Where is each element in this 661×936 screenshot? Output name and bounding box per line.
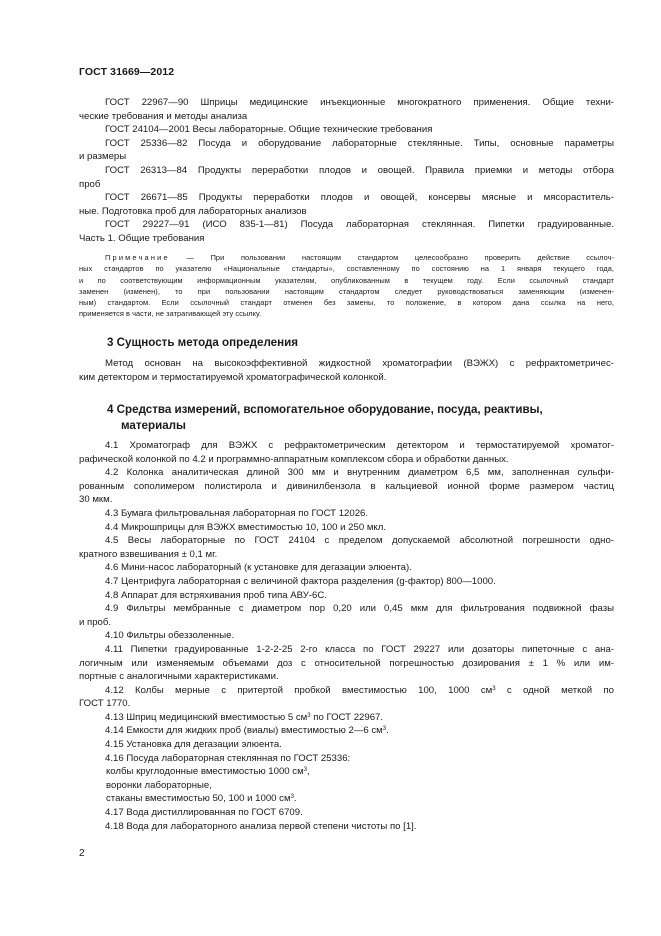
ref-line: ГОСТ 26671—85 Продукты переработки плодов и овощей, консервы мясные и мясораститель- <box>105 192 614 204</box>
item-line: 4.10 Фильтры обеззоленные. <box>105 630 235 642</box>
item-line: рафической колонкой по 4.2 и программно-аппаратным комплексом сбора и обработки данных. <box>79 453 509 465</box>
item-line: 4.6 Мини-насос лабораторный (к установке для дегазации элюента). <box>105 562 412 574</box>
references-list <box>79 96 614 246</box>
note-line: ных стандартов по указателю «Национальные стандарты», составленному по состоянию на 1 января текущего года, <box>79 264 614 274</box>
item-line: 4.9 Фильтры мембранные с диаметром пор 0,20 или 0,45 мкм для фильтрования подвижной фазы <box>105 603 614 615</box>
item-line: кратного взвешивания ± 0,1 мг. <box>79 548 218 560</box>
item-line: 4.11 Пипетки градуированные 1-2-2-25 2-го класса по ГОСТ 29227 или дозаторы пипеточные с ана- <box>105 643 614 655</box>
item-line: 4.4 Микрошприцы для ВЭЖХ вместимостью 10, 100 и 250 мкл. <box>105 521 387 533</box>
ref-line: ческие требования и методы анализа <box>79 110 248 122</box>
note-line: заменен (изменен), то при пользовании настоящим стандартом следует руководствоваться заменяющим (изменен- <box>79 286 614 296</box>
item-line: 4.7 Центрифуга лабораторная с величиной фактора разделения (g-фактор) 800—1000. <box>105 575 496 587</box>
item-line: 4.3 Бумага фильтровальная лабораторная по ГОСТ 12026. <box>105 507 369 519</box>
item-line: и проб. <box>79 616 112 628</box>
item-line: рованным сополимером полистирола и дивинилбензола в кальциевой ионной форме размером частиц <box>79 480 614 492</box>
ref-line: и размеры <box>79 151 127 163</box>
item-line: 30 мкм. <box>79 494 113 506</box>
item-line: 4.1 Хроматограф для ВЭЖХ с рефрактометрическим детектором и термостатируемой хроматог- <box>105 440 614 451</box>
note-label: Примечание <box>105 253 170 262</box>
item-line: 4.15 Установка для дегазации элюента. <box>105 739 282 751</box>
note-line: применяется в части, не затрагивающей эту ссылку. <box>79 309 262 319</box>
sub-item-line: колбы круглодонные вместимостью 1000 $см^3$, <box>106 766 310 778</box>
ref-line: ГОСТ 24104—2001 Весы лабораторные. Общие технические требования <box>105 124 433 136</box>
item-line: 4.13 Шприц медицинский вместимостью 5 $см^3$ по ГОСТ 22967. <box>105 711 384 723</box>
section-4-heading: 4 Средства измерений, вспомогательное оборудование, посуда, реактивы, материалы <box>107 403 543 432</box>
item-line: 4.12 Колбы мерные с притертой пробкой вместимостью 100, 1000 $см^3$ с одной меткой по <box>105 684 614 696</box>
section-3-body <box>79 357 614 384</box>
section-4-items <box>79 439 614 833</box>
note-line: и по соответствующим информационным указателям, опубликованным в текущем году. Если ссылочный стандарт <box>79 275 614 285</box>
ref-line: проб <box>79 178 101 190</box>
item-line: логичным или изменяемым объемами доз с относительной погрешностью дозирования ± 1 % или им- <box>79 657 614 669</box>
ref-line: ГОСТ 26313—84 Продукты переработки плодов и овощей. Правила приемки и методы отбора <box>105 164 614 176</box>
page-number: 2 <box>79 848 85 859</box>
paragraph-line: ким детектором и термостатируемой хроматографической колонкой. <box>79 371 387 383</box>
item-line: 4.17 Вода дистиллированная по ГОСТ 6709. <box>105 807 303 819</box>
sub-item-line: воронки лабораторные, <box>106 779 212 791</box>
note-line: ным) стандартом. Если ссылочный стандарт отменен без замены, то положение, в котором дана ссылка на него, <box>79 298 614 308</box>
item-line: 4.18 Вода для лабораторного анализа первой степени чистоты по [1]. <box>105 820 417 832</box>
item-line: 4.8 Аппарат для встряхивания проб типа АВУ-6С. <box>105 589 327 601</box>
ref-line: Часть 1. Общие требования <box>79 232 205 244</box>
item-line: 4.14 Емкости для жидких проб (виалы) вместимостью 2—6 $см^3$. <box>105 725 389 737</box>
item-line: ГОСТ 1770. <box>79 698 131 710</box>
item-line: 4.16 Посуда лабораторная стеклянная по ГОСТ 25336: <box>105 752 351 764</box>
paragraph-line: Метод основан на высокоэффективной жидкостной хроматографии (ВЭЖХ) с рефрактометричес- <box>105 358 614 369</box>
ref-line: ГОСТ 25336—82 Посуда и оборудование лабораторные стеклянные. Типы, основные параметры <box>105 137 614 149</box>
section-3-heading: 3 Сущность метода определения <box>107 336 299 349</box>
sub-item-line: стаканы вместимостью 50, 100 и 1000 $см^3$. <box>106 793 297 805</box>
note-line: Примечание — При пользовании настоящим стандартом целесообразно проверить действие ссылоч- <box>105 253 614 262</box>
item-line: портные с аналогичными характеристиками. <box>79 671 279 683</box>
running-header: ГОСТ 31669—2012 <box>79 66 175 78</box>
item-line: 4.2 Колонка аналитическая длиной 300 мм и внутренним диаметром 6,5 мм, заполненная сульфи- <box>105 467 614 479</box>
ref-line: ные. Подготовка проб для лабораторных анализов <box>79 205 307 217</box>
ref-line: ГОСТ 22967—90 Шприцы медицинские инъекционные многократного применения. Общие техни- <box>105 97 614 108</box>
ref-line: ГОСТ 29227—91 (ИСО 835-1—81) Посуда лабораторная стеклянная. Пипетки градуированные. <box>105 219 614 231</box>
item-line: 4.5 Весы лабораторные по ГОСТ 24104 с пределом допускаемой абсолютной погрешности одно- <box>105 535 614 547</box>
note-block <box>79 252 614 320</box>
